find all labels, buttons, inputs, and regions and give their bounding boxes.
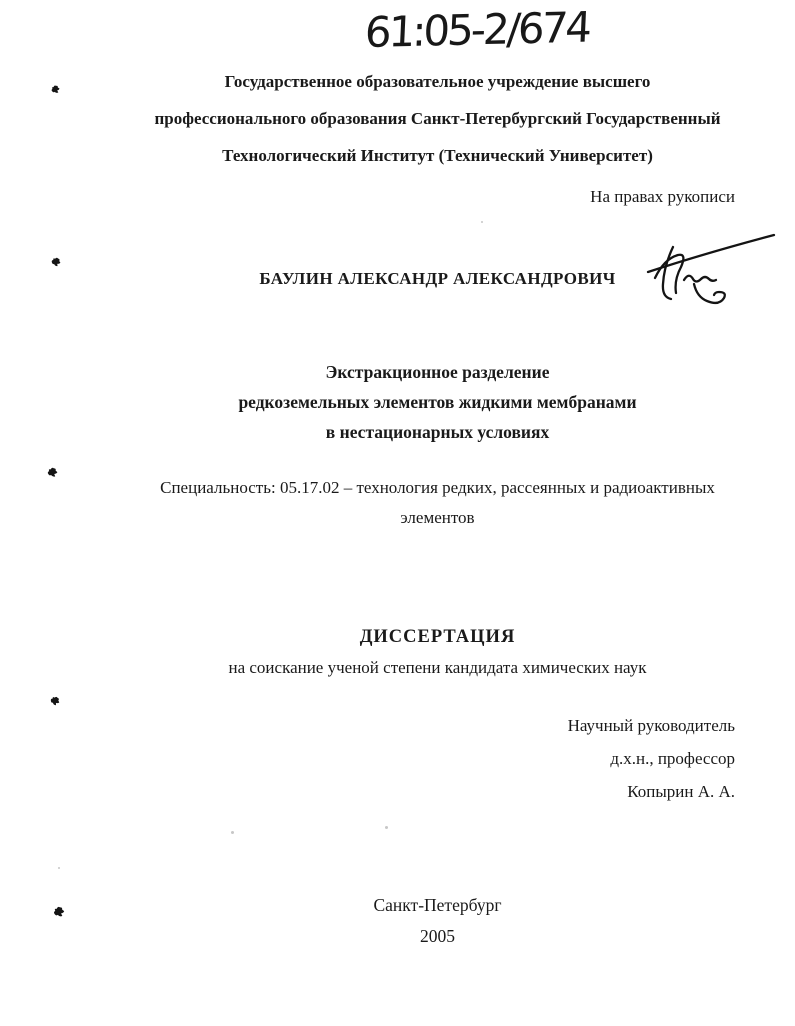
ink-mark <box>46 466 59 484</box>
signature-scribble <box>626 222 780 320</box>
city: Санкт-Петербург <box>373 895 502 915</box>
supervisor-line-2: д.х.н., профессор <box>610 749 735 768</box>
ink-mark <box>50 82 61 100</box>
dust-speck <box>231 831 234 834</box>
ink-mark <box>50 255 62 273</box>
institution-line-2: профессионального образования Санкт-Петербургский Государственный <box>154 109 721 128</box>
city-year-block <box>135 890 740 952</box>
supervisor-line-1: Научный руководитель <box>567 716 735 735</box>
degree-note: на соискание ученой степени кандидата химических наук <box>228 658 647 677</box>
title-line-2: редкоземельных элементов жидкими мембранами <box>238 392 637 412</box>
manuscript-rights-note: На правах рукописи <box>590 187 735 206</box>
dust-speck <box>58 867 60 869</box>
specialty-note <box>135 473 740 533</box>
specialty-line-2: элементов <box>400 508 475 527</box>
dust-speck <box>385 826 388 829</box>
year: 2005 <box>420 926 455 946</box>
institution-line-1: Государственное образовательное учреждение высшего <box>224 72 651 91</box>
institution-name <box>135 63 740 174</box>
supervisor-line-3: Копырин А. А. <box>627 782 735 801</box>
ink-mark <box>49 694 61 712</box>
dust-speck <box>481 221 483 223</box>
catalog-number-handwritten: 61:05-2/674 <box>363 2 591 58</box>
title-line-3: в нестационарных условиях <box>325 422 550 442</box>
title-line-1: Экстракционное разделение <box>325 362 550 382</box>
dissertation-title <box>135 357 740 447</box>
specialty-line-1: Специальность: 05.17.02 – технология редких, рассеянных и радиоактивных <box>160 478 715 497</box>
ink-mark <box>52 905 66 924</box>
author-name: БАУЛИН АЛЕКСАНДР АЛЕКСАНДРОВИЧ <box>259 269 616 288</box>
institution-line-3: Технологический Институт (Технический Университет) <box>222 146 653 165</box>
document-type-heading: ДИССЕРТАЦИЯ <box>359 627 516 647</box>
supervisor-block <box>568 709 735 808</box>
